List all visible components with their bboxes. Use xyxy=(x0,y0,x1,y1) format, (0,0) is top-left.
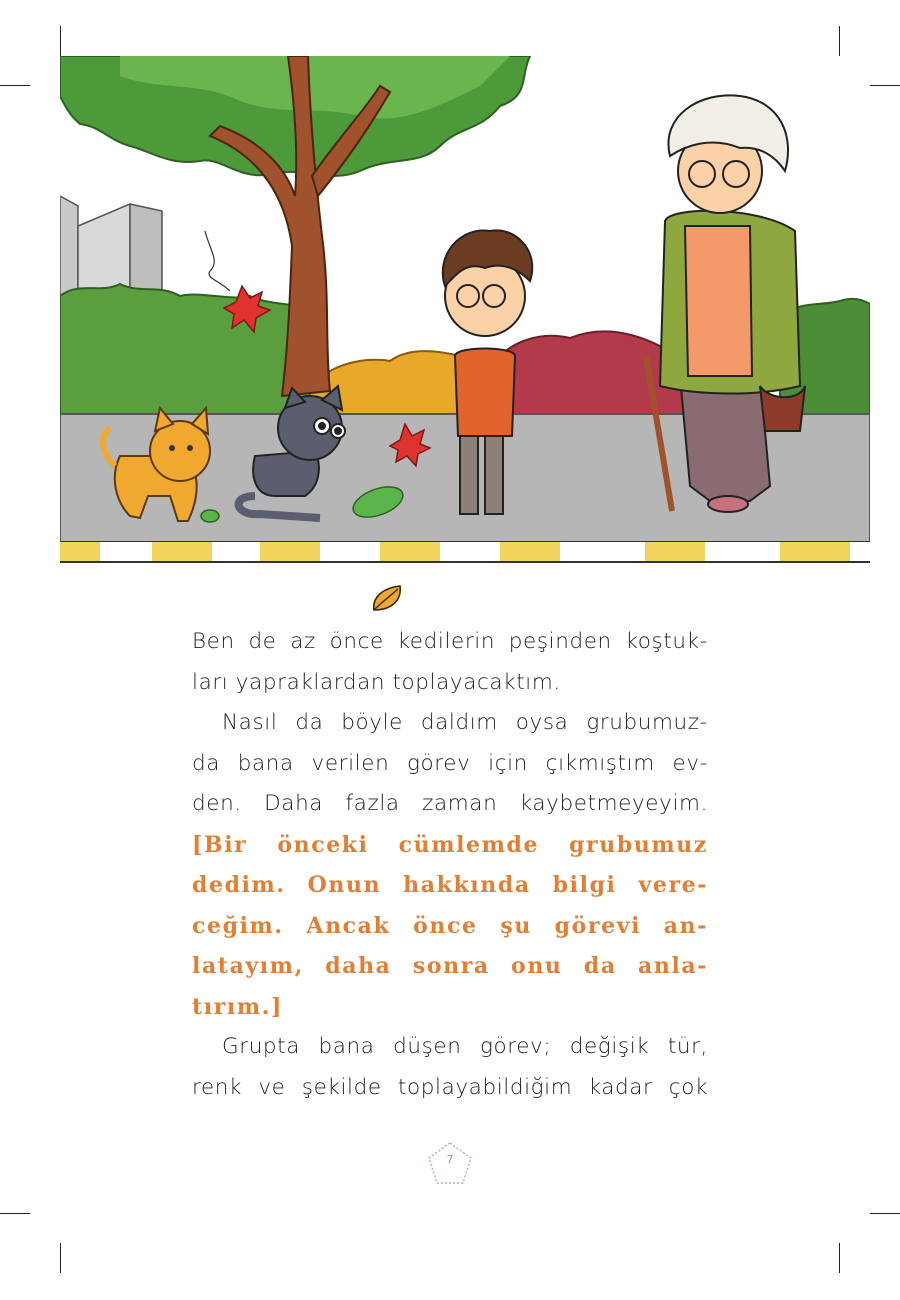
curb-stripes xyxy=(60,542,870,562)
text-line: renk ve şekilde toplayabildiğim kadar çok xyxy=(192,1074,708,1100)
paragraph-1 xyxy=(192,622,708,703)
text-line: den. Daha fazla zaman kaybetmeyeyim. xyxy=(192,791,708,816)
text-line: tırım.] xyxy=(192,993,284,1020)
ground-small-leaf xyxy=(201,510,219,522)
crop-mark-top-right-v xyxy=(839,26,840,56)
text-line: Ben de az önce kedilerin peşinden koştuk- xyxy=(192,629,708,654)
crop-mark-bottom-left-h xyxy=(0,1213,30,1214)
story-illustration xyxy=(60,56,870,566)
crop-mark-top-left-h xyxy=(0,85,30,86)
paragraph-2 xyxy=(192,703,708,825)
page-number-badge xyxy=(426,1140,474,1186)
page-number: 7 xyxy=(446,1153,454,1166)
left-bush xyxy=(60,284,310,416)
text-line: ları yapraklardan toplayacaktım. xyxy=(192,669,561,695)
crop-mark-bottom-left-v xyxy=(60,1243,61,1273)
crop-mark-bottom-right-h xyxy=(870,1213,900,1214)
crop-mark-top-right-h xyxy=(870,85,900,86)
text-line: ceğim. Ancak önce şu görevi an- xyxy=(192,912,708,939)
text-line: da bana verilen görev için çıkmıştım ev- xyxy=(192,750,708,776)
highlighted-note xyxy=(192,825,708,1028)
crop-mark-top-left-v xyxy=(60,26,61,56)
text-line: Grupta bana düşen görev; değişik tür, xyxy=(222,1034,708,1059)
text-line: latayım, daha sonra onu da anla- xyxy=(192,953,708,979)
story-text xyxy=(192,622,708,1108)
text-line: dedim. Onun hakkında bilgi vere- xyxy=(192,872,708,898)
autumn-leaf-icon xyxy=(370,584,406,614)
text-line: Nasıl da böyle daldım oysa grubumuz- xyxy=(222,710,708,735)
paragraph-3 xyxy=(192,1027,708,1108)
text-line: [Bir önceki cümlemde grubumuz xyxy=(192,831,708,858)
crop-mark-bottom-right-v xyxy=(839,1243,840,1273)
